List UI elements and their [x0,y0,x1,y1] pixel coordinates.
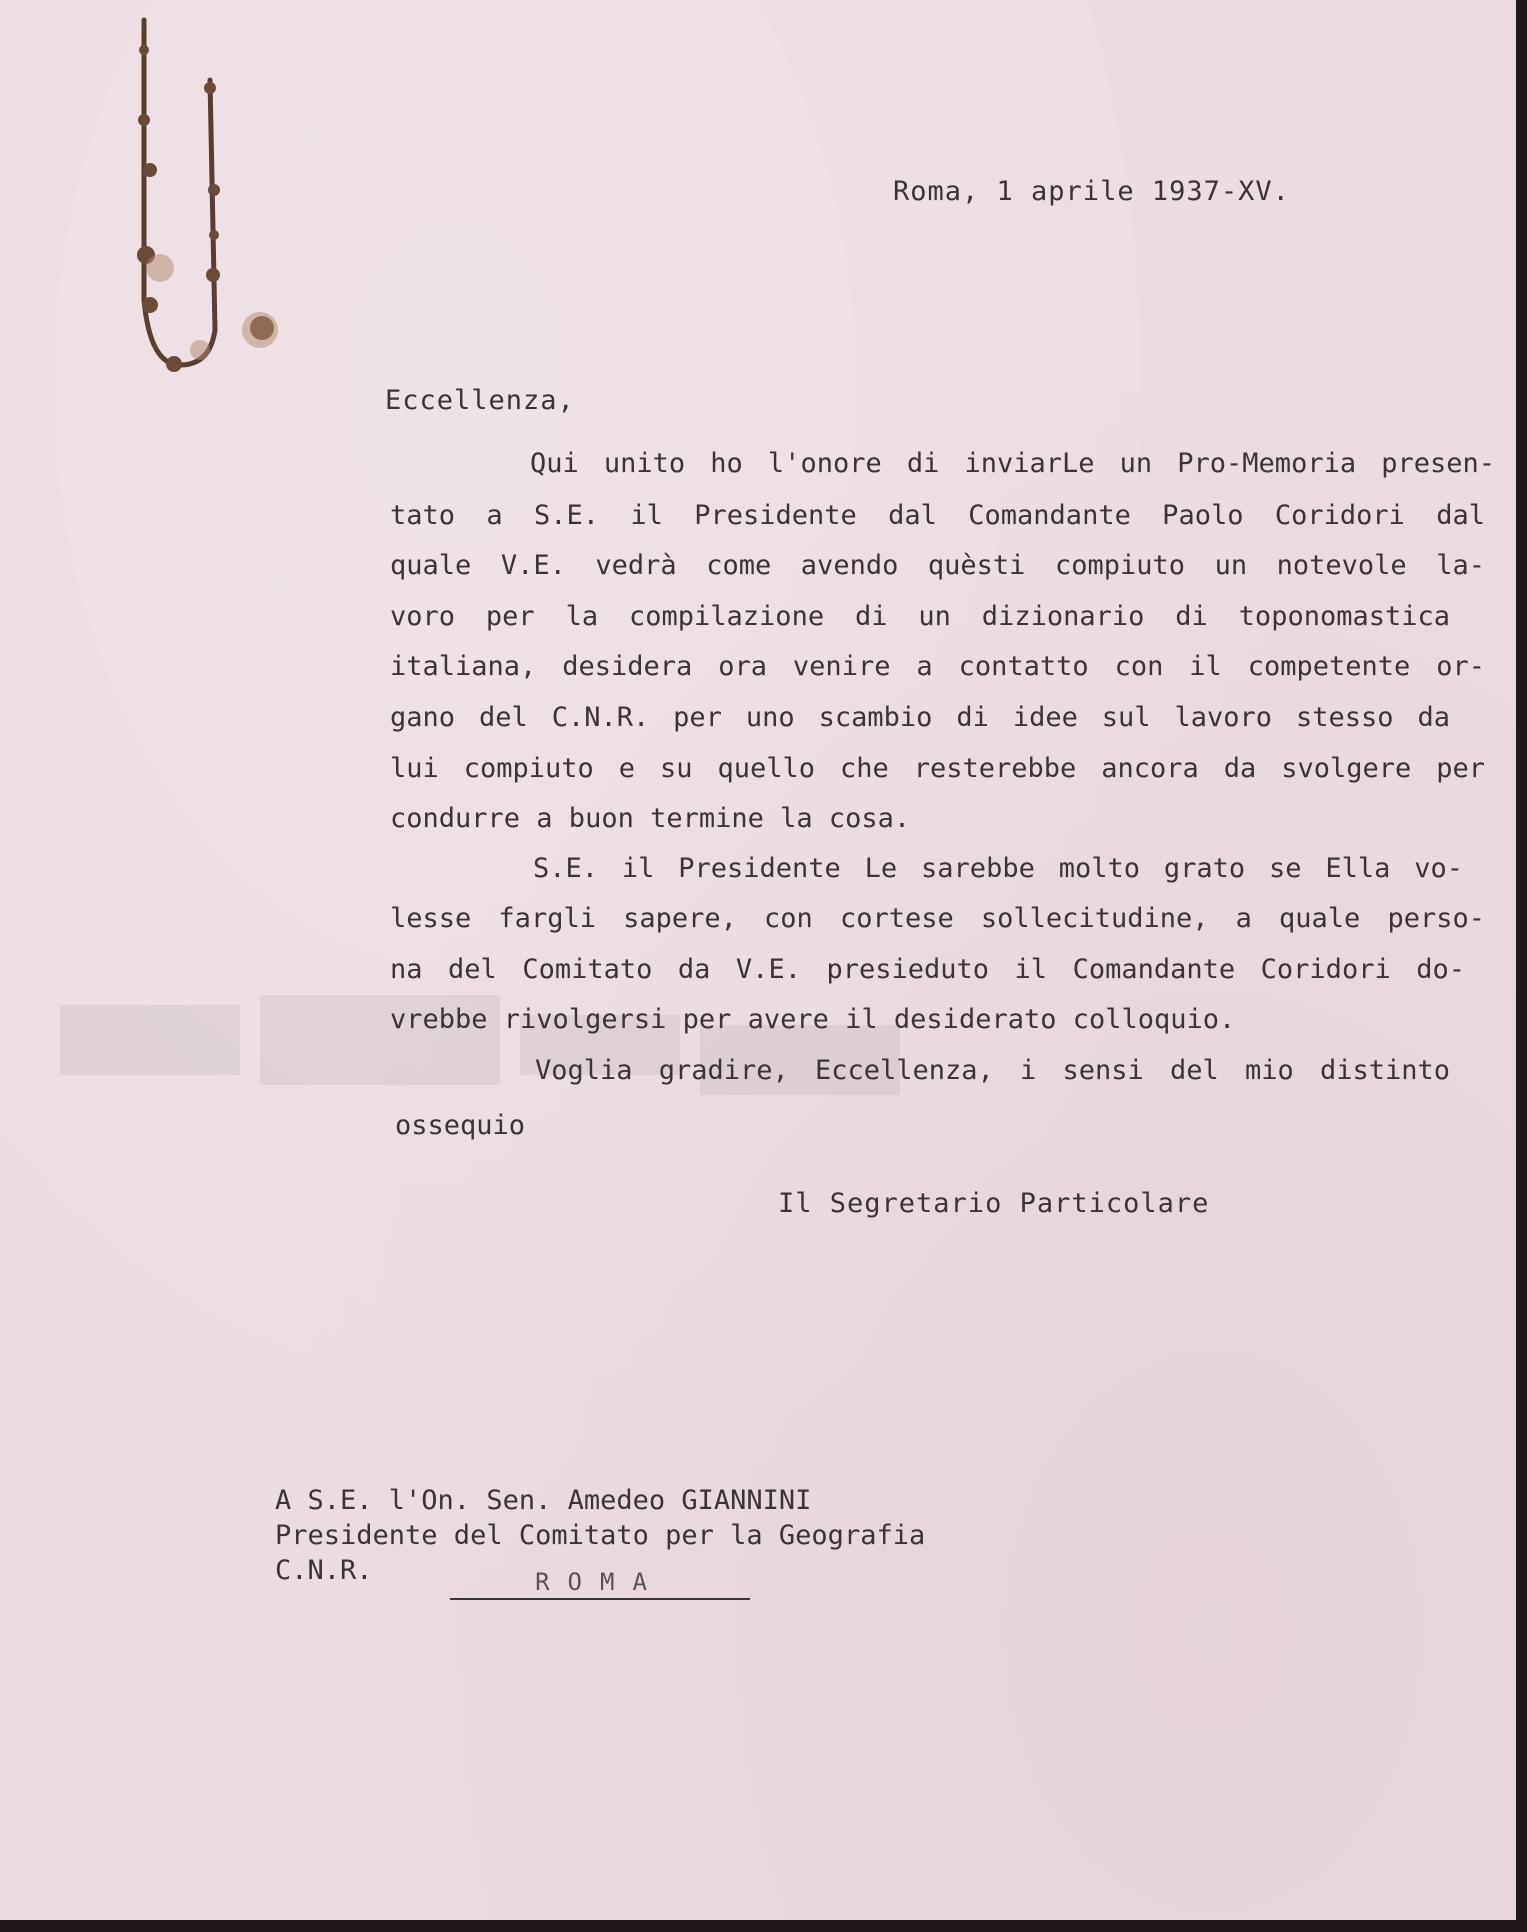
addressee-city: ROMA [450,1568,750,1600]
body-line-14: ossequio [395,1110,526,1141]
body-line-9: S.E. il Presidente Le sarebbe molto grato se Ella vo- [533,853,1463,884]
body-line-11: na del Comitato da V.E. presieduto il Comandante Coridori do- [390,954,1465,985]
body-line-8: condurre a buon termine la cosa. [390,803,911,834]
addressee-line-1: A S.E. l'On. Sen. Amedeo GIANNINI [275,1485,812,1516]
body-line-4: voro per la compilazione di un dizionario di toponomastica [390,601,1450,632]
body-line-3: quale V.E. vedrà come avendo quèsti compiuto un notevole la- [390,550,1485,581]
letter-date: Roma, 1 aprile 1937-XV. [893,176,1290,207]
body-line-5: italiana, desidera ora venire a contatto con il competente or- [390,651,1485,682]
signature: Il Segretario Particolare [778,1188,1210,1219]
addressee-line-2: Presidente del Comitato per la Geografia [275,1520,926,1551]
body-line-13: Voglia gradire, Eccellenza, i sensi del mio distinto [535,1055,1450,1086]
body-line-10: lesse fargli sapere, con cortese sollecitudine, a quale perso- [390,903,1485,934]
body-line-12: vrebbe rivolgersi per avere il desiderato colloquio. [390,1004,1236,1035]
body-line-6: gano del C.N.R. per uno scambio di idee sul lavoro stesso da [390,702,1450,733]
body-line-7: lui compiuto e su quello che resterebbe ancora da svolgere per [390,753,1485,784]
body-line-1: Qui unito ho l'onore di inviarLe un Pro-Memoria presen- [530,448,1495,479]
salutation: Eccellenza, [385,385,575,416]
rusted-staple-marks [110,10,310,390]
addressee-line-3: C.N.R. [275,1555,373,1586]
body-line-2: tato a S.E. il Presidente dal Comandante Paolo Coridori dal [390,500,1485,531]
